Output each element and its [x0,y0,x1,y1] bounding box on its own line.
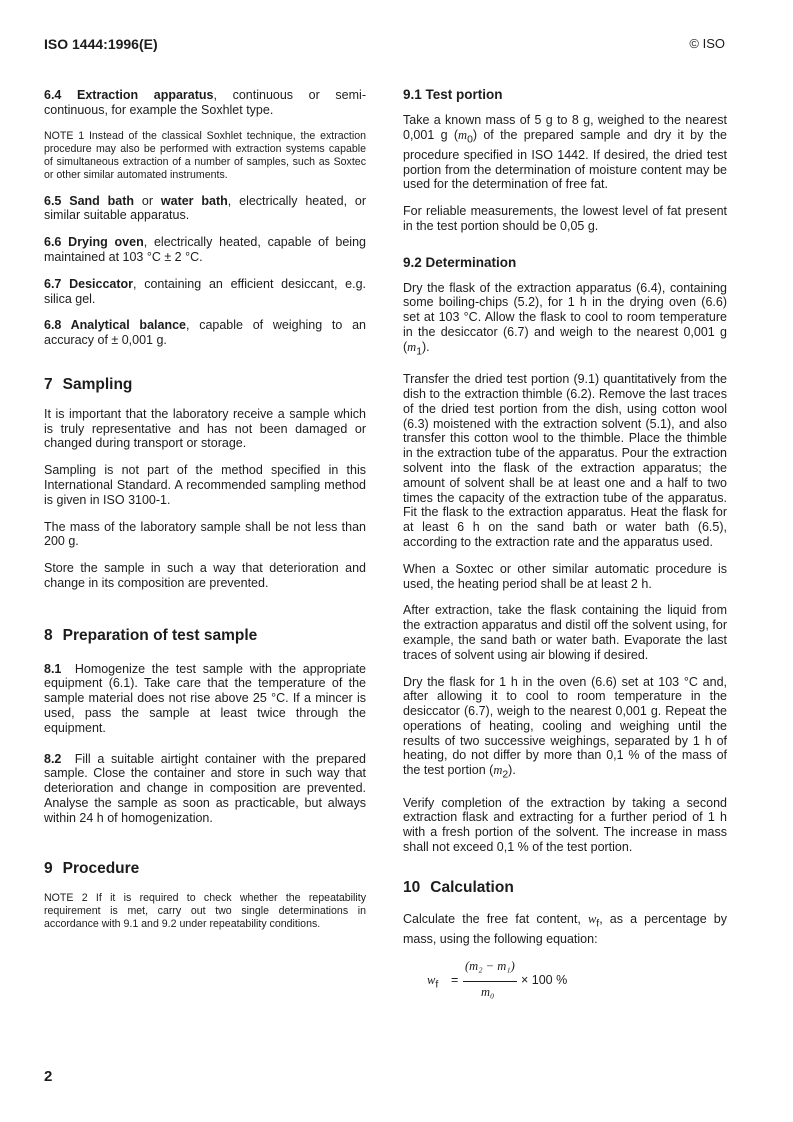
determination-paragraph-1: Dry the flask of the extraction apparatus (6.4), containing some boiling-chips (5.2), for 1 h in the drying oven (6.6) set at 103 °C. Allow the flask to cool to room temperature in the desiccator (6.7) and weigh to the nearest 0,001 g $(m_1)$. [403,280,727,358]
sampling-paragraph-1: It is important that the laboratory receive a sample which is truly representative and has not been damaged or changed during transport or storage. [44,406,366,451]
formula-numerator: (m₂ − m₁) [465,958,515,973]
determination-paragraph-6: Verify completion of the extraction by taking a second extraction flask and extracting for a further period of 1 h with a fresh portion of the solvent. The increase in mass shall not exceed 0,1 % of the test portion. [403,795,727,854]
formula-lhs: $w_f$ [427,972,439,991]
determination-paragraph-5: Dry the flask for 1 h in the oven (6.6) set at 103 °C and, after allowing it to cool to room temperature in the desiccator (6.7), weigh to the nearest 0,001 g. Repeat the operations of heating, cooling and weighing until the results of two successive weighings, separated by 1 h of heating, do not differ by more than 0,1 % of the mass of the test portion $(m_2)$. [403,674,727,781]
determination-paragraph-3: When a Soxtec or other similar automatic procedure is used, the heating period shall be at least 2 h. [403,561,727,591]
formula-multiplier: × 100 % [521,972,568,987]
test-portion-paragraph-2: For reliable measurements, the lowest level of fat present in the test portion should be 0,05 g. [403,204,727,234]
test-portion-paragraph-1: Take a known mass of 5 g to 8 g, weighed to the nearest 0,001 g $(m_0)$ of the prepared sample and dry it by the procedure specified in ISO 1442. If desired, the dried test portion from the determination of moisture content may be used for the determination of free fat. [403,112,728,192]
clause-8-1: 8.1 Homogenize the test sample with the appropriate equipment (6.1). Take care that the temperature of the sample material does not rise above 25 °C. If a mincer is used, pass the sample at least twice through the equipment. [44,661,366,735]
sampling-paragraph-3: The mass of the laboratory sample shall be not less than 200 g. [44,519,366,549]
clause-6-7: 6.7 Desiccator, containing an efficient desiccant, e.g. silica gel. [44,276,366,306]
formula-fraction-bar [463,981,517,982]
clause-6-6: 6.6 Drying oven, electrically heated, capable of being maintained at 103 °C ± 2 °C. [44,235,366,264]
section-8-heading: 8 Preparation of test sample [44,626,258,644]
right-column [403,88,727,1009]
clause-9-2-heading: 9.2 Determination [403,254,517,270]
header-copyright: © ISO [689,36,725,51]
determination-paragraph-4: After extraction, take the flask containing the liquid from the extraction apparatus and distil off the solvent using, for example, the sand bath or water bath. Evaporate the last traces of solvent using air blowing if desired. [403,603,727,662]
determination-paragraph-2: Transfer the dried test portion (9.1) quantitatively from the dish to the extraction thimble (6.2). Remove the last traces of the dried test portion from the dish, using cotton wool (6.3) moistened with the extraction solvent (5.1), and also transfer this cotton wool to the thimble. Place the thimble in the extraction tube of the apparatus. Pour the extraction solvent into the flask of the extraction apparatus; the amount of solvent shall be at least one and a half to two times the capacity of the extraction tube of the apparatus. Fit the flask to the extraction apparatus. Heat the flask for at least 6 h on the sand bath or water bath (6.5), according to the extraction rate and the apparatus used. [403,372,727,549]
sampling-paragraph-4: Store the sample in such a way that deterioration and change in its composition are prevented. [44,561,366,590]
clause-6-5: 6.5 Sand bath or water bath, electrically heated, or similar suitable apparatus. [44,193,367,223]
formula-denominator: m₀ [481,984,495,999]
clause-9-1-heading: 9.1 Test portion [403,87,503,102]
calculation-paragraph: Calculate the free fat content, $w_f$, as a percentage by mass, using the following equation: [403,911,727,946]
header-standard: ISO 1444:1996(E) [44,36,158,52]
section-9-heading: 9 Procedure [44,859,140,877]
section-7-heading: 7 Sampling [44,375,133,393]
page-number: 2 [44,1068,53,1085]
sampling-paragraph-2: Sampling is not part of the method specified in this International Standard. A recommended sampling method is given in ISO 3100-1. [44,463,366,507]
formula-equals: = [451,972,459,987]
note-2: NOTE 2 If it is required to check whether the repeatability requirement is met, carry out two single determinations in accordance with 9.1 and 9.2 under repeatability conditions. [44,892,366,931]
clause-6-4: 6.4 Extraction apparatus, continuous or semi-continuous, for example the Soxhlet type. [44,88,366,117]
free-fat-formula [403,959,727,1009]
note-1: NOTE 1 Instead of the classical Soxhlet technique, the extraction procedure may also be performed with extraction systems capable of simultaneous extraction of a number of samples, such as Soxtec or other similar automated instruments. [44,129,366,181]
clause-8-2: 8.2 Fill a suitable airtight container with the prepared sample. Close the container and store in such way that deterioration and change in composition are prevented. Analyse the sample as soon as practicable, but always within 24 h of homogenization. [44,751,366,825]
section-10-heading: 10 Calculation [403,878,514,896]
clause-6-8: 6.8 Analytical balance, capable of weighing to an accuracy of ± 0,001 g. [44,318,366,348]
left-column [44,88,366,943]
